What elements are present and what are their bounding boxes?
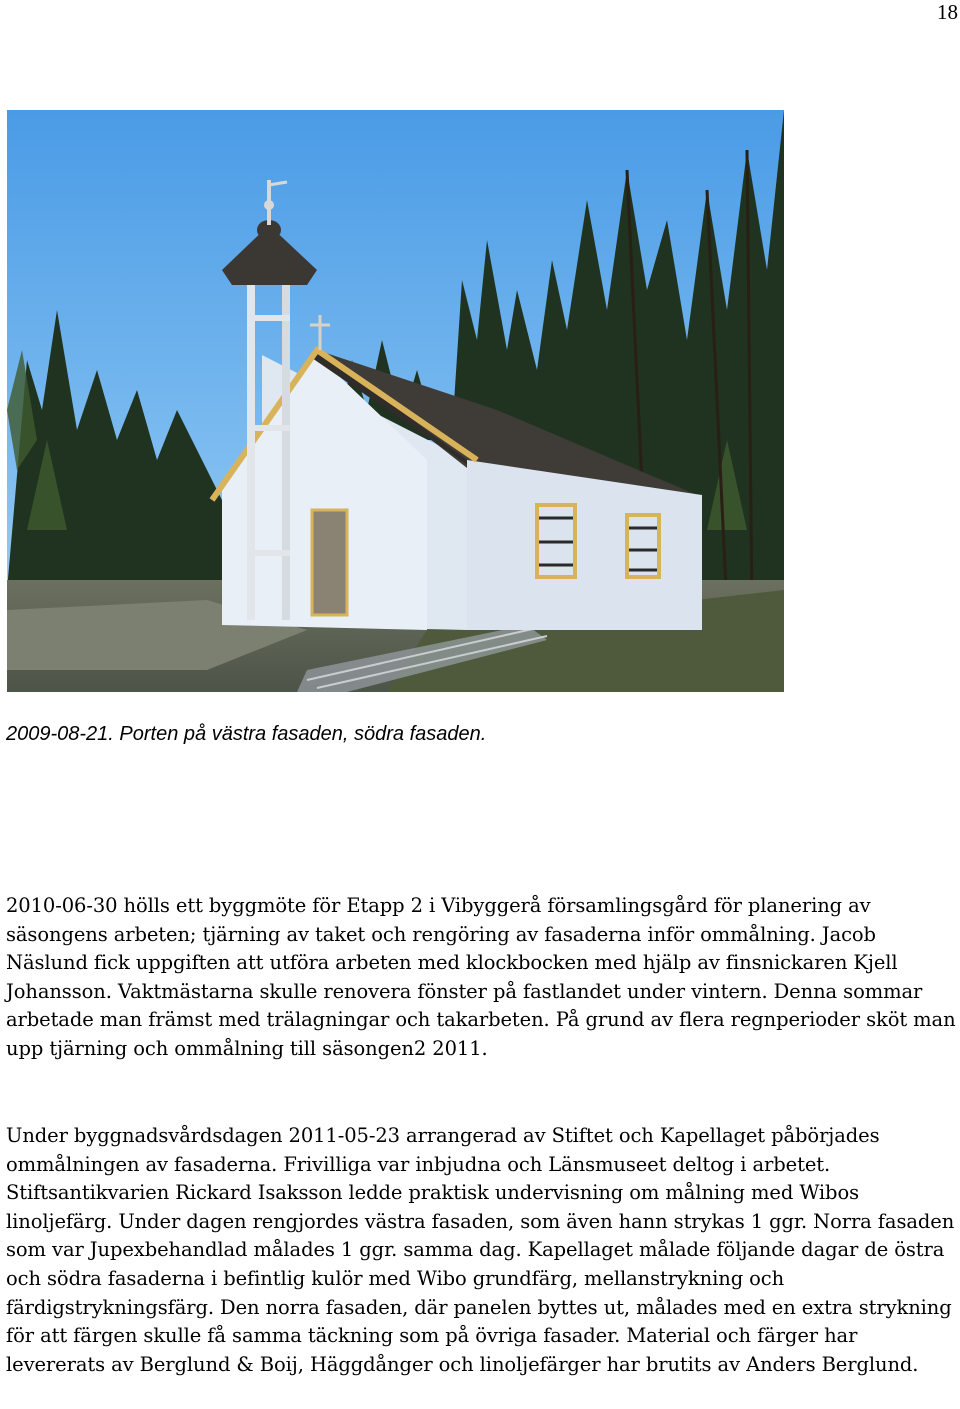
body-paragraph-2: Under byggnadsvårdsdagen 2011-05-23 arrangerad av Stiftet och Kapellaget påbörjades ommålningen av fasaderna. Frivilliga var inbjudna och Länsmuseet deltog i arbetet. Stiftsantikvarien Rickard Isaksson ledde praktisk undervisning om målning med Wibos linoljefärg. Under dagen rengjordes västra fasaden, som även hann strykas 1 ggr. Norra fasaden som var Jupexbehandlad målades 1 ggr. samma dag. Kapellaget målade följande dagar de östra och södra fasaderna i befintlig kulör med Wibo grundfärg, mellanstrykning och färdigstrykningsfärg. Den norra fasaden, där panelen byttes ut, målades med en extra strykning för att färgen skulle få samma täckning som på övriga fasader. Material och färger har levererats av Berglund & Boij, Häggdånger och linoljefärger har brutits av Anders Berglund. bbox=[6, 1124, 955, 1376]
chapel-photo bbox=[7, 110, 784, 692]
photo-caption: 2009-08-21. Porten på västra fasaden, södra fasaden. bbox=[6, 723, 487, 745]
body-paragraph-1: 2010-06-30 hölls ett byggmöte för Etapp 2 i Vibyggerå församlingsgård för planering av säsongens arbeten; tjärning av taket och rengöring av fasaderna inför ommålning. Jacob Näslund fick uppgiften att utföra arbeten med klockbocken med hjälp av finsnickaren Kjell Johansson. Vaktmästarna skulle renovera fönster på fastlandet under vintern. Denna sommar arbetade man främst med trälagningar och takarbeten. På grund av flera regnperioder sköt man upp tjärning och ommålning till säsongen2 2011. bbox=[6, 894, 956, 1060]
page-number: 18 bbox=[937, 0, 958, 24]
